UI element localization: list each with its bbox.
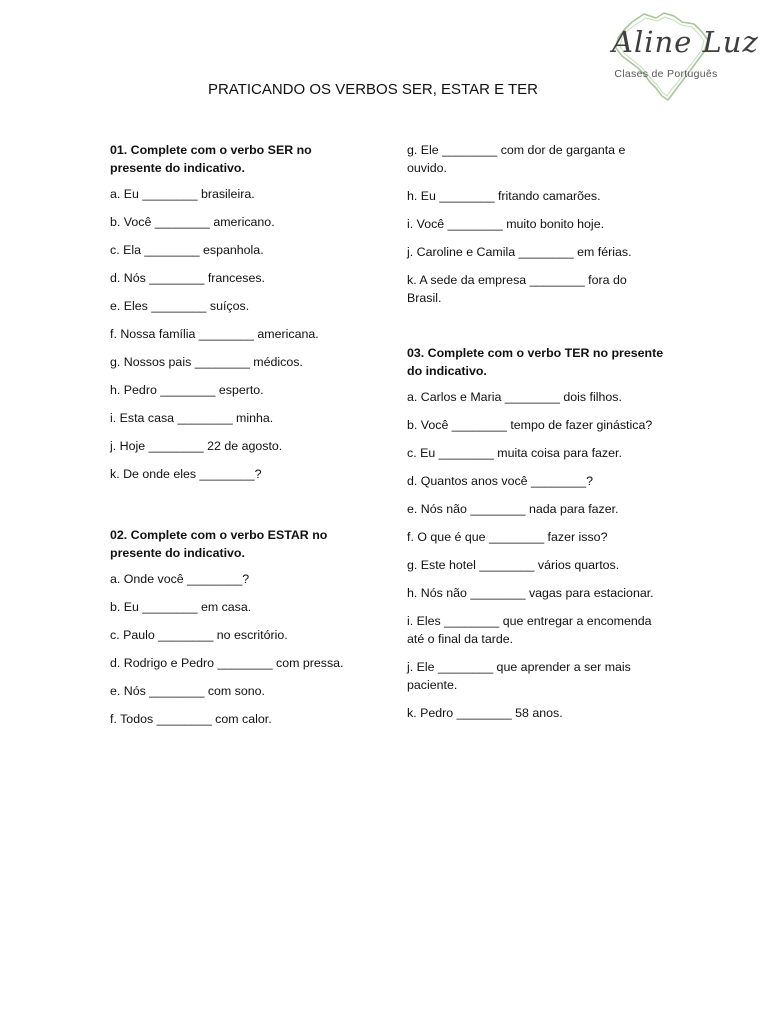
logo-tagline: Clases de Português	[614, 68, 718, 80]
section-estar	[110, 526, 360, 728]
exercise-item: d. Quantos anos você ________?	[407, 474, 594, 488]
exercise-item: j. Ele ________ que aprender a ser mais paciente.	[407, 660, 631, 692]
exercise-item: g. Nossos pais ________ médicos.	[110, 355, 303, 369]
exercise-item: h. Pedro ________ esperto.	[110, 383, 264, 397]
exercise-item: a. Onde você ________?	[110, 572, 250, 586]
logo-name: Aline Luz	[612, 25, 759, 59]
page-title: PRATICANDO OS VERBOS SER, ESTAR E TER	[207, 81, 539, 98]
section-estar-continued	[407, 141, 664, 307]
section-heading: 03. Complete com o verbo TER no presente do indicativo.	[407, 346, 664, 378]
section-spacer	[407, 317, 664, 344]
exercise-item: f. O que é que ________ fazer isso?	[407, 530, 608, 544]
exercise-item: h. Eu ________ fritando camarões.	[407, 189, 601, 203]
exercise-item: i. Esta casa ________ minha.	[110, 411, 274, 425]
exercise-item: e. Eles ________ suíços.	[110, 299, 250, 313]
exercise-item: i. Você ________ muito bonito hoje.	[407, 217, 605, 231]
section-ter	[407, 344, 664, 722]
exercise-item: c. Ela ________ espanhola.	[110, 243, 264, 257]
right-column	[407, 141, 664, 732]
exercise-item: c. Paulo ________ no escritório.	[110, 628, 288, 642]
section-heading: 01. Complete com o verbo SER no presente do indicativo.	[110, 143, 312, 175]
left-column	[110, 141, 360, 738]
exercise-item: i. Eles ________ que entregar a encomenda até o final da tarde.	[407, 614, 652, 646]
exercise-item: d. Rodrigo e Pedro ________ com pressa.	[110, 656, 344, 670]
exercise-item: e. Nós ________ com sono.	[110, 684, 265, 698]
exercise-item: k. A sede da empresa ________ fora do Brasil.	[407, 273, 627, 305]
section-heading: 02. Complete com o verbo ESTAR no presente do indicativo.	[110, 528, 328, 560]
exercise-item: g. Este hotel ________ vários quartos.	[407, 558, 620, 572]
exercise-item: b. Você ________ americano.	[110, 215, 275, 229]
exercise-item: a. Carlos e Maria ________ dois filhos.	[407, 390, 622, 404]
exercise-item: g. Ele ________ com dor de garganta e ouvido.	[407, 143, 626, 175]
exercise-item: f. Todos ________ com calor.	[110, 712, 272, 726]
section-spacer	[110, 493, 360, 526]
exercise-item: a. Eu ________ brasileira.	[110, 187, 255, 201]
exercise-item: f. Nossa família ________ americana.	[110, 327, 319, 341]
exercise-item: k. Pedro ________ 58 anos.	[407, 706, 563, 720]
exercise-item: j. Hoje ________ 22 de agosto.	[110, 439, 283, 453]
exercise-item: h. Nós não ________ vagas para estacionar.	[407, 586, 654, 600]
exercise-item: b. Eu ________ em casa.	[110, 600, 252, 614]
exercise-item: k. De onde eles ________?	[110, 467, 262, 481]
exercise-item: b. Você ________ tempo de fazer ginástica?	[407, 418, 653, 432]
exercise-item: d. Nós ________ franceses.	[110, 271, 265, 285]
section-ser	[110, 141, 360, 483]
exercise-item: e. Nós não ________ nada para fazer.	[407, 502, 619, 516]
exercise-item: c. Eu ________ muita coisa para fazer.	[407, 446, 622, 460]
exercise-item: j. Caroline e Camila ________ em férias.	[407, 245, 632, 259]
